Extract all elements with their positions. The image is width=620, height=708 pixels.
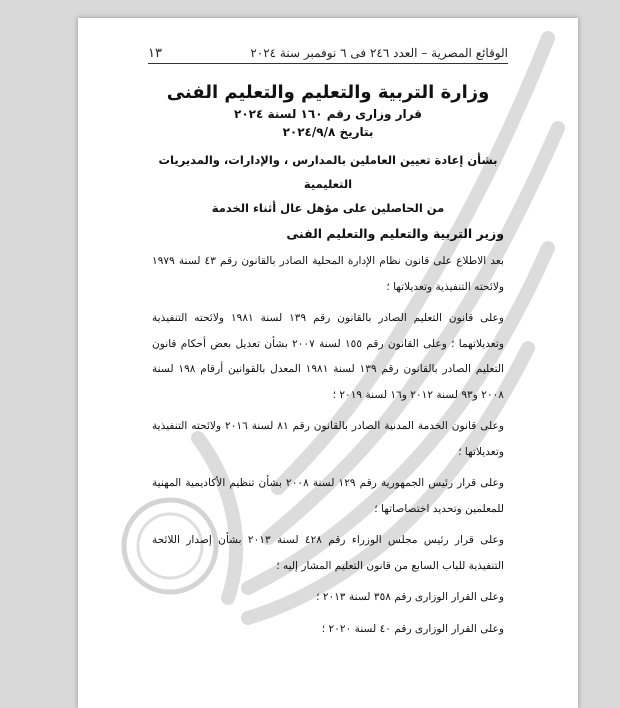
minister-heading: وزير التربية والتعليم والتعليم الفنى: [286, 226, 504, 241]
preamble-paragraph: وعلى قانون الخدمة المدنية الصادر بالقانون رقم ٨١ لسنة ٢٠١٦ ولائحته التنفيذية وتعديلاتها ؛: [152, 420, 504, 458]
header-divider: [148, 63, 508, 64]
preamble-paragraph: بعد الاطلاع على قانون نظام الإدارة المحلية الصادر بالقانون رقم ٤٣ لسنة ١٩٧٩ ولائحته التنفيذية وتعديلاتها ؛: [152, 255, 504, 293]
decree-title: قرار وزارى رقم ١٦٠ لسنة ٢٠٢٤: [234, 107, 422, 121]
decree-subject: [152, 148, 504, 220]
preamble-paragraph: وعلى القرار الوزارى رقم ٣٥٨ لسنة ٢٠١٣ ؛: [316, 591, 504, 603]
preamble-paragraph: وعلى قرار رئيس الجمهورية رقم ١٢٩ لسنة ٢٠٠٨ بشأن تنظيم الأكاديمية المهنية للمعلمين وتحديد اختصاصاتها ؛: [152, 477, 504, 515]
document-page: [78, 18, 578, 708]
preamble: [152, 249, 504, 642]
preamble-paragraph: وعلى القرار الوزارى رقم ٤٠ لسنة ٢٠٢٠ ؛: [321, 622, 504, 635]
preamble-paragraph: وعلى قانون التعليم الصادر بالقانون رقم ١٣٩ لسنة ١٩٨١ ولائحته التنفيذية وتعديلاتهما ؛ وعلى القانون رقم ١٥٥ لسنة ٢٠٠٧ بشأن تعديل بعض أحكام قانون التعليم الصادر بالقانون رقم ١٣٩ لسنة ١٩٨١ المعدل بالقوانين أرقام ١٩٨ لسنة ٢٠٠٨ و٩٣ لسنة ٢٠١٢ و١٦ لسنة ٢٠١٩ ؛: [152, 312, 504, 401]
gazette-header: [148, 46, 508, 61]
decree-date: بتاريخ ٢٠٢٤/٩/٨: [282, 125, 374, 139]
subject-line-2: من الحاصلين على مؤهل عال أثناء الخدمة: [211, 201, 445, 215]
preamble-paragraph: وعلى قرار رئيس مجلس الوزراء رقم ٤٢٨ لسنة ٢٠١٣ بشأن إصدار اللائحة التنفيذية للباب السابع من قانون التعليم المشار إليه ؛: [152, 534, 504, 572]
gazette-issue-line: الوقائع المصرية – العدد ٢٤٦ فى ٦ نوفمبر سنة ٢٠٢٤: [250, 46, 508, 60]
subject-line-1: بشأن إعادة تعيين العاملين بالمدارس ، والإدارات، والمديريات التعليمية: [158, 153, 498, 191]
decree-body: [152, 76, 504, 648]
page-number: ١٣: [148, 46, 162, 61]
ministry-title: وزارة التربية والتعليم والتعليم الفنى: [166, 82, 490, 103]
